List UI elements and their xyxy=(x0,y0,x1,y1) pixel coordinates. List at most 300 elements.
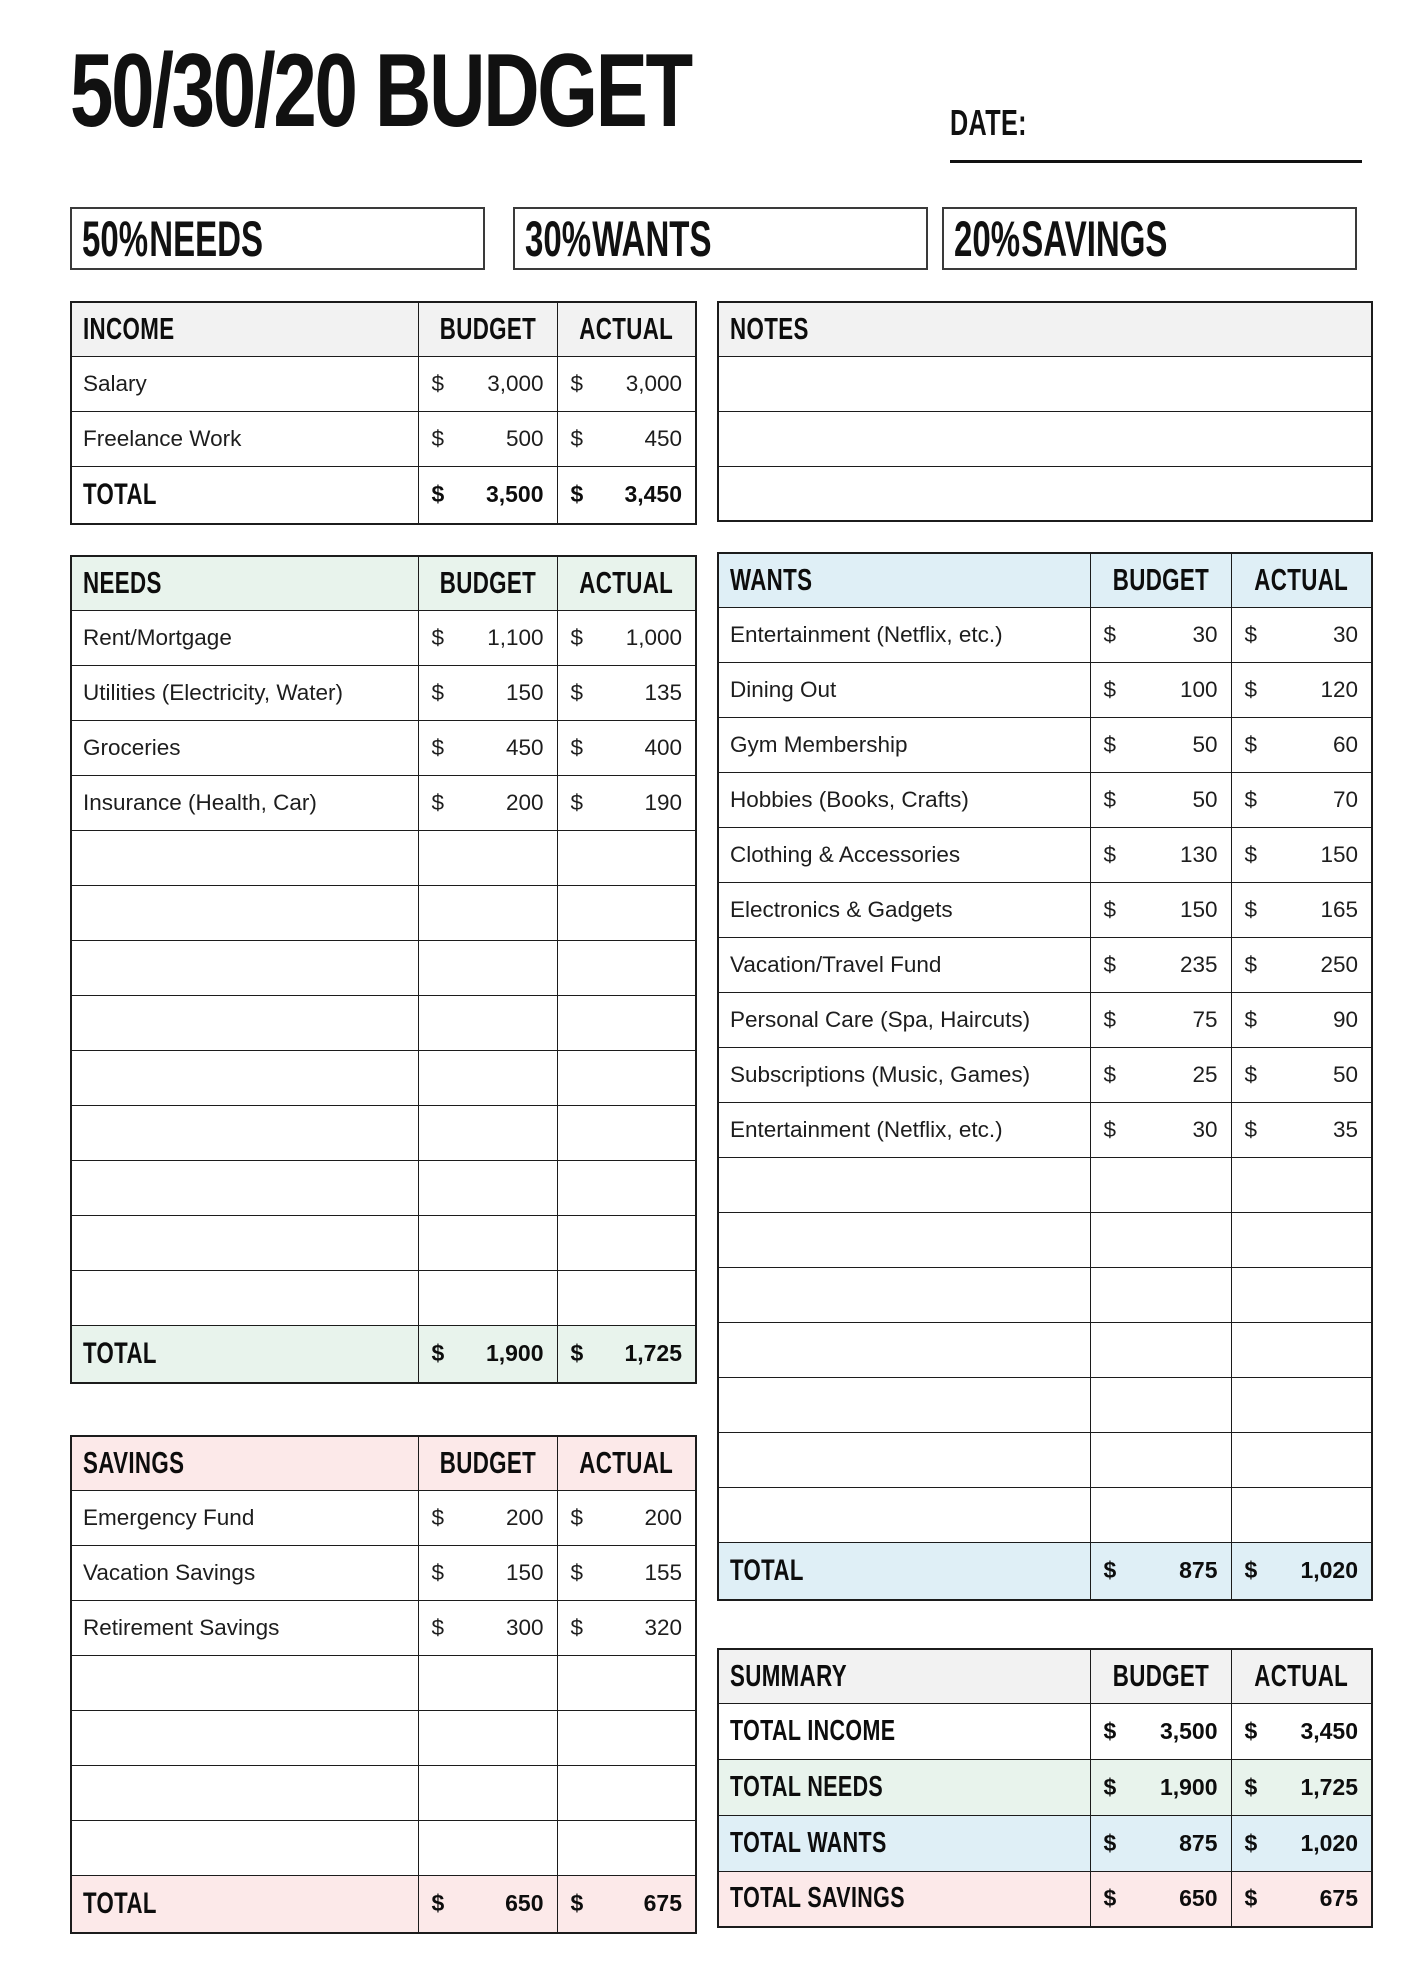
empty-actual-cell[interactable] xyxy=(557,1160,696,1215)
budget-value-cell[interactable] xyxy=(418,356,557,411)
empty-name-cell[interactable] xyxy=(71,1655,418,1710)
budget-value-cell[interactable] xyxy=(1090,662,1231,717)
actual-value-cell[interactable] xyxy=(557,775,696,830)
money-value xyxy=(1091,897,1231,923)
empty-actual-cell[interactable] xyxy=(557,830,696,885)
amount: 500 xyxy=(505,425,544,451)
wants-table-mount xyxy=(717,552,1371,1601)
empty-name-cell[interactable] xyxy=(71,1160,418,1215)
amount: 30 xyxy=(1192,621,1218,647)
budget-value-cell[interactable] xyxy=(1090,882,1231,937)
wants-row xyxy=(718,882,1372,937)
summary-budget-value-cell[interactable] xyxy=(1090,1815,1231,1871)
needs-empty-row xyxy=(71,885,696,940)
needs-empty-row xyxy=(71,995,696,1050)
empty-budget-cell[interactable] xyxy=(418,1765,557,1820)
savings-header-cell xyxy=(71,1436,418,1490)
currency-symbol: $ xyxy=(1244,951,1258,977)
money-value xyxy=(419,426,557,452)
currency-symbol: $ xyxy=(1244,1061,1258,1087)
wants-empty-row xyxy=(718,1487,1372,1542)
empty-budget-cell[interactable] xyxy=(418,1160,557,1215)
total-budget-value-cell[interactable] xyxy=(418,1325,557,1383)
actual-header-cell xyxy=(557,1436,696,1490)
row-name-cell[interactable] xyxy=(718,1102,1090,1157)
needs-empty-row xyxy=(71,940,696,995)
empty-name-cell[interactable] xyxy=(718,1267,1090,1322)
savings-empty-row xyxy=(71,1710,696,1765)
row-name-cell[interactable] xyxy=(71,356,418,411)
empty-budget-cell[interactable] xyxy=(418,1820,557,1875)
amount: 1,725 xyxy=(624,1340,682,1367)
actual-value-cell[interactable] xyxy=(557,610,696,665)
actual-value-cell[interactable] xyxy=(1231,937,1372,992)
empty-actual-cell[interactable] xyxy=(557,940,696,995)
empty-name-cell[interactable] xyxy=(71,1215,418,1270)
summary-header-cell xyxy=(718,1649,1090,1703)
amount: 1,900 xyxy=(1159,1773,1218,1800)
summary-row xyxy=(718,1759,1372,1815)
empty-name-cell[interactable] xyxy=(71,1820,418,1875)
empty-actual-cell[interactable] xyxy=(557,1765,696,1820)
total-label-cell xyxy=(71,1325,418,1383)
wants-row xyxy=(718,992,1372,1047)
category-box-savings-label: 20% SAVINGS xyxy=(954,210,1168,267)
row-name: Freelance Work xyxy=(83,425,242,451)
money-value xyxy=(558,481,696,508)
row-name-cell[interactable] xyxy=(718,607,1090,662)
budget-value-cell[interactable] xyxy=(418,775,557,830)
currency-symbol: $ xyxy=(431,370,445,396)
row-name-cell[interactable] xyxy=(718,662,1090,717)
wants-header-row xyxy=(718,553,1372,607)
summary-actual-value-cell[interactable] xyxy=(1231,1759,1372,1815)
budget-value-cell[interactable] xyxy=(418,1600,557,1655)
budget-value-cell[interactable] xyxy=(418,1545,557,1600)
empty-budget-cell[interactable] xyxy=(1090,1322,1231,1377)
empty-budget-cell[interactable] xyxy=(418,885,557,940)
actual-value-cell[interactable] xyxy=(1231,882,1372,937)
amount: 875 xyxy=(1179,1557,1218,1584)
empty-budget-cell[interactable] xyxy=(418,995,557,1050)
empty-budget-cell[interactable] xyxy=(418,1710,557,1765)
budget-value-cell[interactable] xyxy=(1090,992,1231,1047)
empty-actual-cell[interactable] xyxy=(1231,1212,1372,1267)
amount: 1,900 xyxy=(485,1340,544,1367)
empty-actual-cell[interactable] xyxy=(1231,1322,1372,1377)
total-label: TOTAL xyxy=(83,477,157,511)
empty-budget-cell[interactable] xyxy=(418,1215,557,1270)
needs-total-row xyxy=(71,1325,696,1383)
currency-symbol: $ xyxy=(570,1340,584,1367)
total-actual-value-cell[interactable] xyxy=(1231,1542,1372,1600)
money-value xyxy=(558,735,696,761)
total-budget-value-cell[interactable] xyxy=(418,1875,557,1933)
currency-symbol: $ xyxy=(570,1890,584,1917)
empty-name-cell[interactable] xyxy=(718,1377,1090,1432)
notes-empty-cell[interactable] xyxy=(718,356,1372,411)
money-value xyxy=(419,735,557,761)
currency-symbol: $ xyxy=(1244,1717,1258,1744)
money-value xyxy=(1232,1718,1372,1745)
savings-total-row xyxy=(71,1875,696,1933)
empty-budget-cell[interactable] xyxy=(1090,1157,1231,1212)
row-name-cell[interactable] xyxy=(71,1545,418,1600)
amount: 300 xyxy=(505,1614,544,1640)
actual-value-cell[interactable] xyxy=(1231,1102,1372,1157)
money-value xyxy=(1091,1885,1231,1912)
budget-header-cell xyxy=(418,556,557,610)
actual-header-cell xyxy=(557,556,696,610)
empty-actual-cell[interactable] xyxy=(1231,1487,1372,1542)
savings-row xyxy=(71,1600,696,1655)
needs-empty-row xyxy=(71,1215,696,1270)
empty-budget-cell[interactable] xyxy=(1090,1377,1231,1432)
actual-header-label: ACTUAL xyxy=(579,565,674,601)
income-total-row xyxy=(71,466,696,524)
currency-symbol: $ xyxy=(431,679,445,705)
total-label: TOTAL xyxy=(83,1886,157,1920)
actual-value-cell[interactable] xyxy=(557,411,696,466)
row-name-cell[interactable] xyxy=(71,411,418,466)
currency-symbol: $ xyxy=(431,1614,445,1640)
empty-actual-cell[interactable] xyxy=(1231,1377,1372,1432)
money-value xyxy=(1232,1007,1372,1033)
summary-row-label-cell xyxy=(718,1759,1090,1815)
row-name-cell[interactable] xyxy=(71,1600,418,1655)
empty-name-cell[interactable] xyxy=(71,1270,418,1325)
left-column xyxy=(70,301,695,1934)
income-header-cell xyxy=(71,302,418,356)
page-header xyxy=(70,33,1424,207)
notes-empty-cell[interactable] xyxy=(718,411,1372,466)
empty-name-cell[interactable] xyxy=(71,830,418,885)
money-value xyxy=(1232,1830,1372,1857)
summary-budget-value-cell[interactable] xyxy=(1090,1871,1231,1927)
empty-budget-cell[interactable] xyxy=(418,830,557,885)
actual-value-cell[interactable] xyxy=(1231,717,1372,772)
notes-table-mount xyxy=(717,301,1371,522)
empty-budget-cell[interactable] xyxy=(418,1655,557,1710)
budget-value-cell[interactable] xyxy=(418,610,557,665)
notes-header-row xyxy=(718,302,1372,356)
currency-symbol: $ xyxy=(570,1504,584,1530)
currency-symbol: $ xyxy=(431,481,445,508)
total-budget-value-cell[interactable] xyxy=(418,466,557,524)
category-box-needs-label: 50% NEEDS xyxy=(82,210,263,267)
amount: 200 xyxy=(644,1504,682,1530)
needs-empty-row xyxy=(71,1270,696,1325)
amount: 675 xyxy=(643,1890,682,1917)
category-box-wants-label: 30% WANTS xyxy=(525,210,712,267)
amount: 320 xyxy=(644,1614,682,1640)
budget-value-cell[interactable] xyxy=(1090,827,1231,882)
needs-empty-row xyxy=(71,1050,696,1105)
actual-value-cell[interactable] xyxy=(1231,607,1372,662)
summary-actual-value-cell[interactable] xyxy=(1231,1871,1372,1927)
money-value xyxy=(558,1505,696,1531)
actual-value-cell[interactable] xyxy=(1231,662,1372,717)
wants-header-label: WANTS xyxy=(730,562,813,598)
wants-row xyxy=(718,1047,1372,1102)
total-budget-value-cell[interactable] xyxy=(1090,1542,1231,1600)
budget-header-label: BUDGET xyxy=(1112,562,1209,598)
empty-budget-cell[interactable] xyxy=(1090,1432,1231,1487)
right-column xyxy=(717,301,1371,1934)
total-label-cell xyxy=(71,466,418,524)
actual-value-cell[interactable] xyxy=(1231,992,1372,1047)
actual-value-cell[interactable] xyxy=(557,665,696,720)
money-value xyxy=(558,1890,696,1917)
row-name-cell[interactable] xyxy=(71,1490,418,1545)
amount: 50 xyxy=(1192,786,1218,812)
empty-actual-cell[interactable] xyxy=(557,1820,696,1875)
empty-budget-cell[interactable] xyxy=(418,1270,557,1325)
actual-value-cell[interactable] xyxy=(1231,772,1372,827)
wants-row xyxy=(718,937,1372,992)
amount: 450 xyxy=(644,425,682,451)
money-value xyxy=(558,680,696,706)
budget-value-cell[interactable] xyxy=(1090,717,1231,772)
currency-symbol: $ xyxy=(431,1559,445,1585)
actual-value-cell[interactable] xyxy=(557,1490,696,1545)
row-name: Emergency Fund xyxy=(83,1504,255,1530)
empty-actual-cell[interactable] xyxy=(1231,1432,1372,1487)
money-value xyxy=(419,481,557,508)
amount: 150 xyxy=(1179,896,1218,922)
empty-actual-cell[interactable] xyxy=(557,1050,696,1105)
summary-actual-value-cell[interactable] xyxy=(1231,1703,1372,1759)
empty-name-cell[interactable] xyxy=(71,1105,418,1160)
money-value xyxy=(1091,622,1231,648)
money-value xyxy=(1232,1557,1372,1584)
empty-name-cell[interactable] xyxy=(71,1765,418,1820)
needs-row xyxy=(71,775,696,830)
empty-actual-cell[interactable] xyxy=(557,1710,696,1765)
summary-row-label: TOTAL INCOME xyxy=(730,1714,896,1747)
currency-symbol: $ xyxy=(431,425,445,451)
empty-actual-cell[interactable] xyxy=(557,885,696,940)
money-value xyxy=(558,1340,696,1367)
money-value xyxy=(1091,677,1231,703)
empty-budget-cell[interactable] xyxy=(1090,1487,1231,1542)
empty-name-cell[interactable] xyxy=(718,1322,1090,1377)
currency-symbol: $ xyxy=(1244,1773,1258,1800)
summary-budget-value-cell[interactable] xyxy=(1090,1759,1231,1815)
currency-symbol: $ xyxy=(1103,1717,1117,1744)
summary-header-row xyxy=(718,1649,1372,1703)
row-name: Hobbies (Books, Crafts) xyxy=(730,786,969,812)
savings-empty-row xyxy=(71,1765,696,1820)
money-value xyxy=(419,371,557,397)
needs-row xyxy=(71,665,696,720)
empty-actual-cell[interactable] xyxy=(557,1105,696,1160)
empty-name-cell[interactable] xyxy=(71,885,418,940)
empty-name-cell[interactable] xyxy=(71,1050,418,1105)
empty-actual-cell[interactable] xyxy=(557,1215,696,1270)
wants-row xyxy=(718,717,1372,772)
money-value xyxy=(1091,952,1231,978)
budget-header-label: BUDGET xyxy=(439,1445,536,1481)
row-name-cell[interactable] xyxy=(718,772,1090,827)
needs-header-label: NEEDS xyxy=(83,565,162,601)
needs-header-cell xyxy=(71,556,418,610)
empty-name-cell[interactable] xyxy=(71,995,418,1050)
empty-name-cell[interactable] xyxy=(718,1212,1090,1267)
row-name-cell[interactable] xyxy=(718,882,1090,937)
empty-name-cell[interactable] xyxy=(718,1487,1090,1542)
budget-value-cell[interactable] xyxy=(418,720,557,775)
wants-table xyxy=(717,552,1373,1601)
money-value xyxy=(1232,1062,1372,1088)
wants-total-row xyxy=(718,1542,1372,1600)
budget-value-cell[interactable] xyxy=(1090,1102,1231,1157)
summary-row-label: TOTAL SAVINGS xyxy=(730,1882,905,1915)
budget-value-cell[interactable] xyxy=(418,1490,557,1545)
notes-header-cell xyxy=(718,302,1372,356)
currency-symbol: $ xyxy=(1244,676,1258,702)
budget-value-cell[interactable] xyxy=(1090,607,1231,662)
row-name-cell[interactable] xyxy=(71,610,418,665)
needs-table xyxy=(70,555,697,1384)
wants-row xyxy=(718,607,1372,662)
row-name: Vacation/Travel Fund xyxy=(730,951,942,977)
amount: 1,020 xyxy=(1300,1829,1358,1856)
total-label: TOTAL xyxy=(83,1336,157,1370)
actual-header-cell xyxy=(557,302,696,356)
budget-header-label: BUDGET xyxy=(439,565,536,601)
tables-area xyxy=(70,301,1424,1934)
row-name: Groceries xyxy=(83,734,181,760)
money-value xyxy=(1091,732,1231,758)
row-name-cell[interactable] xyxy=(718,1047,1090,1102)
actual-value-cell[interactable] xyxy=(557,1545,696,1600)
actual-header-cell xyxy=(1231,553,1372,607)
summary-actual-value-cell[interactable] xyxy=(1231,1815,1372,1871)
money-value xyxy=(1232,622,1372,648)
currency-symbol: $ xyxy=(431,1340,445,1367)
currency-symbol: $ xyxy=(1244,1557,1258,1584)
currency-symbol: $ xyxy=(1244,731,1258,757)
amount: 120 xyxy=(1320,676,1358,702)
row-name: Vacation Savings xyxy=(83,1559,256,1585)
category-box-savings xyxy=(942,207,1357,270)
empty-actual-cell[interactable] xyxy=(1231,1157,1372,1212)
date-field[interactable] xyxy=(950,102,1362,163)
currency-symbol: $ xyxy=(1103,621,1117,647)
actual-value-cell[interactable] xyxy=(1231,1047,1372,1102)
summary-row xyxy=(718,1815,1372,1871)
row-name-cell[interactable] xyxy=(718,827,1090,882)
amount: 30 xyxy=(1192,1116,1218,1142)
income-table-mount xyxy=(70,301,695,525)
actual-value-cell[interactable] xyxy=(1231,827,1372,882)
row-name: Dining Out xyxy=(730,676,837,702)
actual-value-cell[interactable] xyxy=(557,356,696,411)
budget-value-cell[interactable] xyxy=(418,411,557,466)
empty-name-cell[interactable] xyxy=(71,1710,418,1765)
empty-actual-cell[interactable] xyxy=(1231,1267,1372,1322)
budget-header-label: BUDGET xyxy=(439,311,536,347)
empty-name-cell[interactable] xyxy=(71,940,418,995)
amount: 875 xyxy=(1179,1829,1218,1856)
summary-row xyxy=(718,1871,1372,1927)
amount: 130 xyxy=(1179,841,1218,867)
wants-empty-row xyxy=(718,1322,1372,1377)
money-value xyxy=(1091,787,1231,813)
money-value xyxy=(1232,897,1372,923)
savings-row xyxy=(71,1545,696,1600)
row-name: Rent/Mortgage xyxy=(83,624,232,650)
row-name: Personal Care (Spa, Haircuts) xyxy=(730,1006,1031,1032)
budget-header-cell xyxy=(1090,553,1231,607)
money-value xyxy=(419,1615,557,1641)
summary-row-label-cell xyxy=(718,1703,1090,1759)
empty-budget-cell[interactable] xyxy=(418,1105,557,1160)
actual-value-cell[interactable] xyxy=(557,720,696,775)
empty-budget-cell[interactable] xyxy=(1090,1212,1231,1267)
money-value xyxy=(1091,842,1231,868)
empty-actual-cell[interactable] xyxy=(557,1270,696,1325)
budget-value-cell[interactable] xyxy=(1090,772,1231,827)
amount: 3,450 xyxy=(624,481,682,508)
money-value xyxy=(1232,1885,1372,1912)
notes-empty-cell[interactable] xyxy=(718,466,1372,521)
currency-symbol: $ xyxy=(1103,786,1117,812)
actual-header-label: ACTUAL xyxy=(579,1445,674,1481)
total-actual-value-cell[interactable] xyxy=(557,1325,696,1383)
summary-budget-value-cell[interactable] xyxy=(1090,1703,1231,1759)
row-name-cell[interactable] xyxy=(71,665,418,720)
actual-value-cell[interactable] xyxy=(557,1600,696,1655)
empty-name-cell[interactable] xyxy=(718,1157,1090,1212)
total-actual-value-cell[interactable] xyxy=(557,1875,696,1933)
amount: 400 xyxy=(644,734,682,760)
amount: 450 xyxy=(505,734,544,760)
row-name-cell[interactable] xyxy=(71,775,418,830)
needs-empty-row xyxy=(71,830,696,885)
empty-budget-cell[interactable] xyxy=(418,940,557,995)
empty-actual-cell[interactable] xyxy=(557,1655,696,1710)
currency-symbol: $ xyxy=(1103,896,1117,922)
money-value xyxy=(1232,842,1372,868)
row-name: Salary xyxy=(83,370,147,396)
needs-empty-row xyxy=(71,1160,696,1215)
empty-actual-cell[interactable] xyxy=(557,995,696,1050)
currency-symbol: $ xyxy=(1103,1885,1117,1912)
budget-value-cell[interactable] xyxy=(1090,1047,1231,1102)
empty-budget-cell[interactable] xyxy=(418,1050,557,1105)
amount: 135 xyxy=(644,679,682,705)
currency-symbol: $ xyxy=(1244,786,1258,812)
row-name-cell[interactable] xyxy=(718,937,1090,992)
row-name-cell[interactable] xyxy=(718,717,1090,772)
row-name-cell[interactable] xyxy=(718,992,1090,1047)
notes-empty-row xyxy=(718,466,1372,521)
row-name: Clothing & Accessories xyxy=(730,841,961,867)
amount: 165 xyxy=(1320,896,1358,922)
needs-row xyxy=(71,720,696,775)
currency-symbol: $ xyxy=(431,789,445,815)
actual-header-label: ACTUAL xyxy=(1254,1658,1349,1694)
total-actual-value-cell[interactable] xyxy=(557,466,696,524)
empty-budget-cell[interactable] xyxy=(1090,1267,1231,1322)
row-name-cell[interactable] xyxy=(71,720,418,775)
budget-value-cell[interactable] xyxy=(1090,937,1231,992)
budget-value-cell[interactable] xyxy=(418,665,557,720)
empty-name-cell[interactable] xyxy=(718,1432,1090,1487)
total-label-cell xyxy=(718,1542,1090,1600)
